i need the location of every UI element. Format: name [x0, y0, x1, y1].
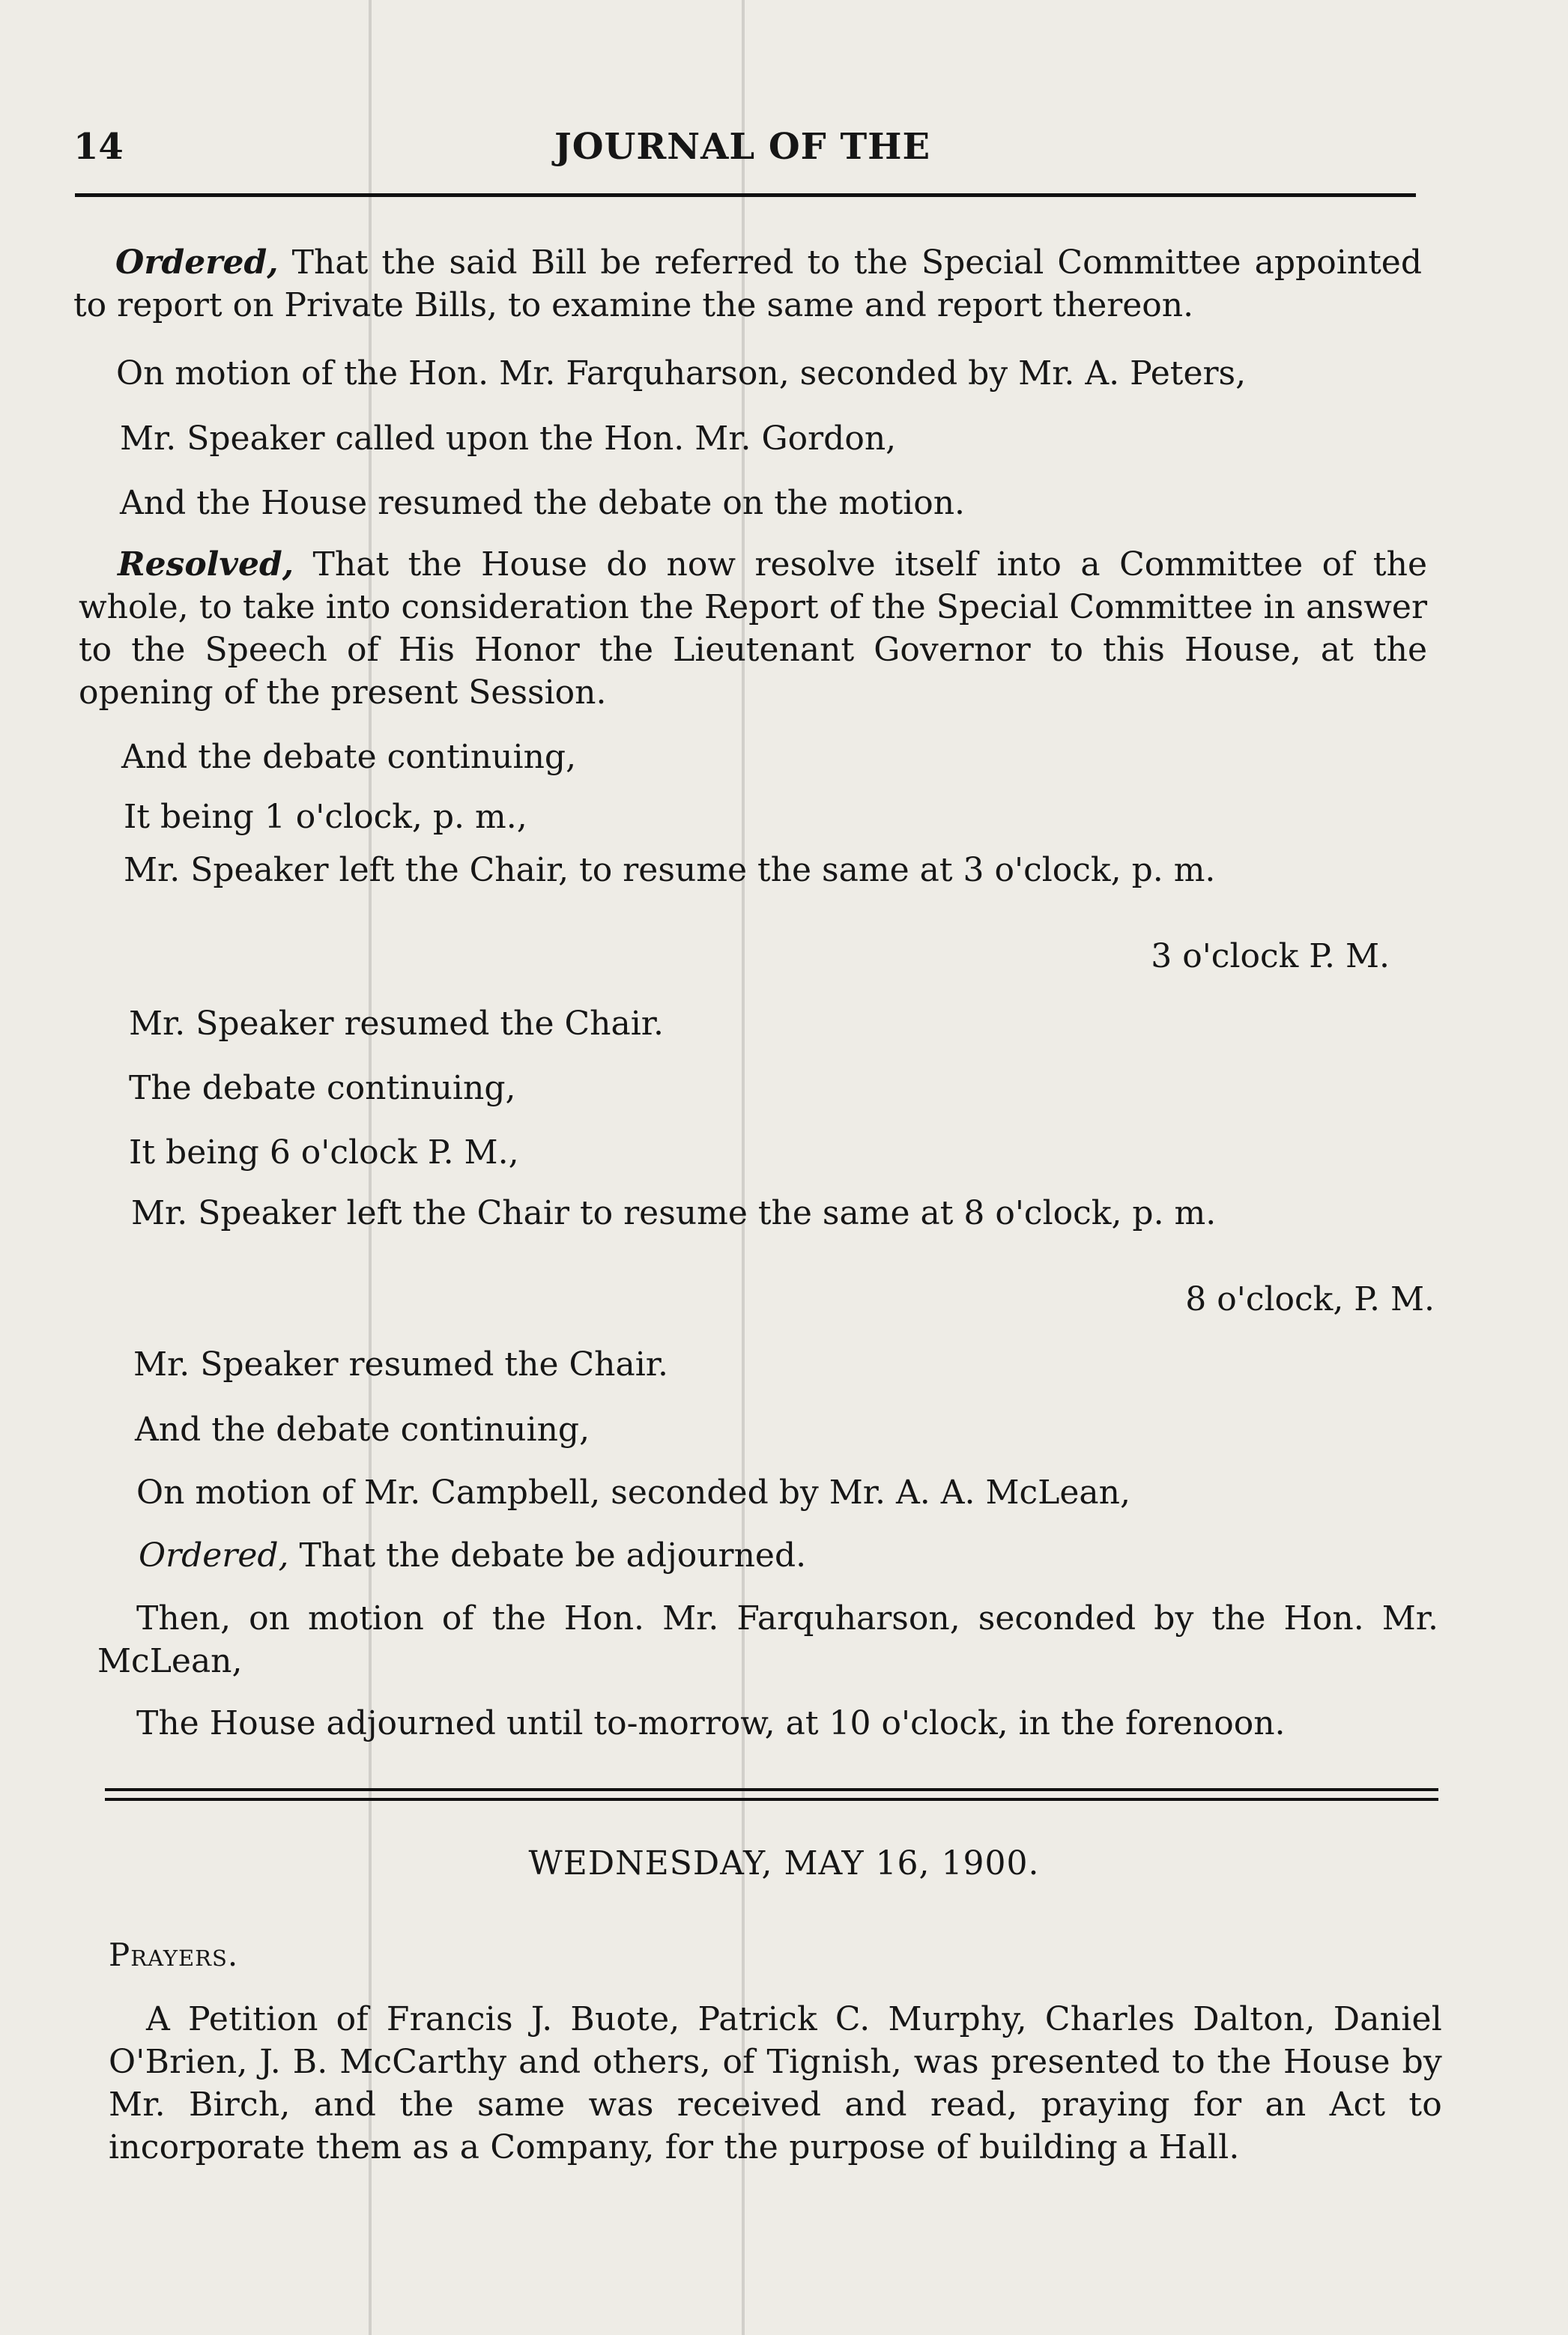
paragraph-debate-continuing: And the debate continuing, — [121, 738, 577, 776]
section-date-heading: WEDNESDAY, MAY 16, 1900. — [528, 1844, 1040, 1883]
paragraph-text: That the said Bill be referred to the Special Committee appointed to report on Private Bills, to examine the same and report thereon. — [73, 243, 1422, 324]
paragraph-debate-resumed: And the House resumed the debate on the motion. — [120, 484, 966, 522]
paragraph-speaker-resumed: Mr. Speaker resumed the Chair. — [129, 1005, 664, 1043]
page-number: 14 — [73, 126, 124, 168]
paragraph-text: That the House do now resolve itself into a Committee of the whole, to take into consideration the Report of the Special Committee in answer to the Speech of His Honor the Lieutenant Governor to this House, at the opening of the present Session. — [79, 545, 1427, 712]
paragraph-house-adjourned: The House adjourned until to-morrow, at 10 o'clock, in the forenoon. — [136, 1704, 1286, 1742]
paragraph-debate-continuing-3: And the debate continuing, — [135, 1411, 590, 1449]
page-fold-line — [742, 0, 745, 2335]
paragraph-speaker-left: Mr. Speaker left the Chair, to resume the same at 3 o'clock, p. m. — [124, 851, 1216, 889]
paragraph-motion: On motion of the Hon. Mr. Farquharson, seconded by Mr. A. Peters, — [116, 354, 1247, 393]
paragraph-one-oclock: It being 1 o'clock, p. m., — [124, 798, 527, 836]
paragraph-petition: A Petition of Francis J. Buote, Patrick C. Murphy, Charles Dalton, Daniel O'Brien, J. B. McCarthy and others, of Tignish, was presented to the House by Mr. Birch, and the same was received and read, praying for an Act to incorporate them as a Company, for the purpose of building a Hall. — [109, 2000, 1442, 2166]
paragraph-debate-continuing-2: The debate continuing, — [129, 1069, 516, 1107]
prayers-heading: Prayers. — [109, 1936, 239, 1973]
time-heading-8pm: 8 o'clock, P. M. — [1185, 1280, 1435, 1318]
resolved-label: Resolved, — [118, 545, 294, 584]
paragraph-campbell-motion: On motion of Mr. Campbell, seconded by Mr. A. A. McLean, — [136, 1474, 1130, 1512]
paragraph-ordered-adjourned — [139, 1534, 806, 1577]
paragraph-adjournment-motion: Then, on motion of the Hon. Mr. Farquharson, seconded by the Hon. Mr. McLean, — [97, 1599, 1438, 1680]
paragraph-resolved — [79, 543, 1427, 714]
page-title: JOURNAL OF THE — [554, 126, 931, 168]
paragraph-text: That the debate be adjourned. — [288, 1536, 807, 1575]
paragraph-speaker-resumed-2: Mr. Speaker resumed the Chair. — [133, 1345, 668, 1384]
section-double-rule — [105, 1788, 1438, 1791]
paragraph-speaker-left-2: Mr. Speaker left the Chair to resume the same at 8 o'clock, p. m. — [131, 1194, 1217, 1232]
paragraph-ordered-bill — [73, 241, 1422, 327]
ordered-label: Ordered, — [139, 1536, 289, 1575]
paragraph-six-oclock: It being 6 o'clock P. M., — [129, 1133, 519, 1172]
paragraph-speaker-called: Mr. Speaker called upon the Hon. Mr. Gordon, — [120, 420, 897, 458]
time-heading-3pm: 3 o'clock P. M. — [1151, 937, 1390, 975]
section-double-rule — [105, 1798, 1438, 1801]
ordered-label: Ordered, — [115, 243, 279, 282]
header-rule — [75, 193, 1416, 197]
